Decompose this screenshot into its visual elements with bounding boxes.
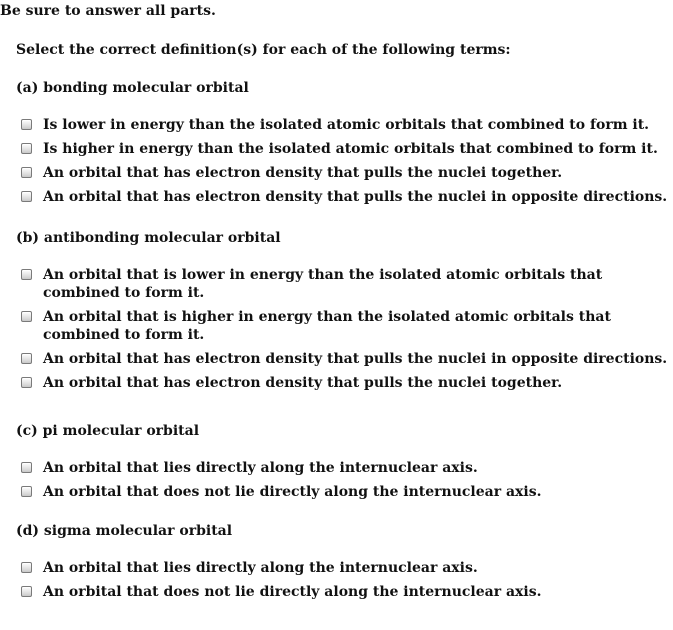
part-d-option-2-checkbox[interactable] xyxy=(21,586,32,597)
part-a-option-2-checkbox[interactable] xyxy=(21,143,32,154)
part-b-options xyxy=(16,266,668,392)
part-a-title: (a) bonding molecular orbital xyxy=(16,80,249,96)
part-d-options xyxy=(16,559,661,601)
part-b-option-3[interactable] xyxy=(21,350,668,368)
part-b-option-4-label[interactable]: An orbital that has electron density that pulls the nuclei together. xyxy=(43,375,563,391)
part-c-title: (c) pi molecular orbital xyxy=(16,423,200,439)
part-d-option-2-label[interactable]: An orbital that does not lie directly along the internuclear axis. xyxy=(43,584,542,600)
part-d-option-1-checkbox[interactable] xyxy=(21,562,32,573)
part-c-option-1[interactable] xyxy=(21,459,661,477)
part-a-option-4-label[interactable]: An orbital that has electron density that pulls the nuclei in opposite directions. xyxy=(43,189,668,205)
part-b-option-3-checkbox[interactable] xyxy=(21,353,32,364)
part-a-option-3-label[interactable]: An orbital that has electron density that pulls the nuclei together. xyxy=(43,165,563,181)
part-a-options xyxy=(16,116,668,206)
part-a-option-4[interactable] xyxy=(21,188,668,206)
part-b-option-2[interactable] xyxy=(21,308,661,344)
part-c-options xyxy=(16,459,661,501)
part-b-option-1-checkbox[interactable] xyxy=(21,269,32,280)
part-b-option-1-label[interactable]: An orbital that is lower in energy than the isolated atomic orbitals that combined to form it. xyxy=(43,267,603,301)
part-b xyxy=(16,229,668,398)
part-a-option-2-label[interactable]: Is higher in energy than the isolated atomic orbitals that combined to form it. xyxy=(43,141,658,157)
part-d-option-1-label[interactable]: An orbital that lies directly along the internuclear axis. xyxy=(43,560,478,576)
part-a-option-2[interactable] xyxy=(21,140,661,158)
answer-all-parts-note: Be sure to answer all parts. xyxy=(0,3,216,19)
part-b-option-4[interactable] xyxy=(21,374,661,392)
part-a-option-1-label[interactable]: Is lower in energy than the isolated atomic orbitals that combined to form it. xyxy=(43,117,650,133)
part-a xyxy=(16,79,668,212)
part-b-option-1[interactable] xyxy=(21,266,661,302)
part-d-option-1[interactable] xyxy=(21,559,661,577)
part-a-option-1-checkbox[interactable] xyxy=(21,119,32,130)
part-b-option-2-label[interactable]: An orbital that is higher in energy than the isolated atomic orbitals that combined to form it. xyxy=(43,309,611,343)
part-c-option-1-checkbox[interactable] xyxy=(21,462,32,473)
question-instructions: Select the correct definition(s) for each of the following terms: xyxy=(16,42,511,58)
part-c-option-1-label[interactable]: An orbital that lies directly along the internuclear axis. xyxy=(43,460,478,476)
part-a-option-3-checkbox[interactable] xyxy=(21,167,32,178)
part-d-title: (d) sigma molecular orbital xyxy=(16,523,233,539)
part-b-option-2-checkbox[interactable] xyxy=(21,311,32,322)
part-a-option-1[interactable] xyxy=(21,116,661,134)
part-c-option-2[interactable] xyxy=(21,483,661,501)
part-d-option-2[interactable] xyxy=(21,583,661,601)
part-d xyxy=(16,522,661,607)
part-a-option-4-checkbox[interactable] xyxy=(21,191,32,202)
part-c-option-2-label[interactable]: An orbital that does not lie directly along the internuclear axis. xyxy=(43,484,542,500)
part-b-option-4-checkbox[interactable] xyxy=(21,377,32,388)
part-c xyxy=(16,422,661,507)
part-b-option-3-label[interactable]: An orbital that has electron density that pulls the nuclei in opposite directions. xyxy=(43,351,668,367)
part-a-option-3[interactable] xyxy=(21,164,661,182)
part-b-title: (b) antibonding molecular orbital xyxy=(16,230,281,246)
part-c-option-2-checkbox[interactable] xyxy=(21,486,32,497)
